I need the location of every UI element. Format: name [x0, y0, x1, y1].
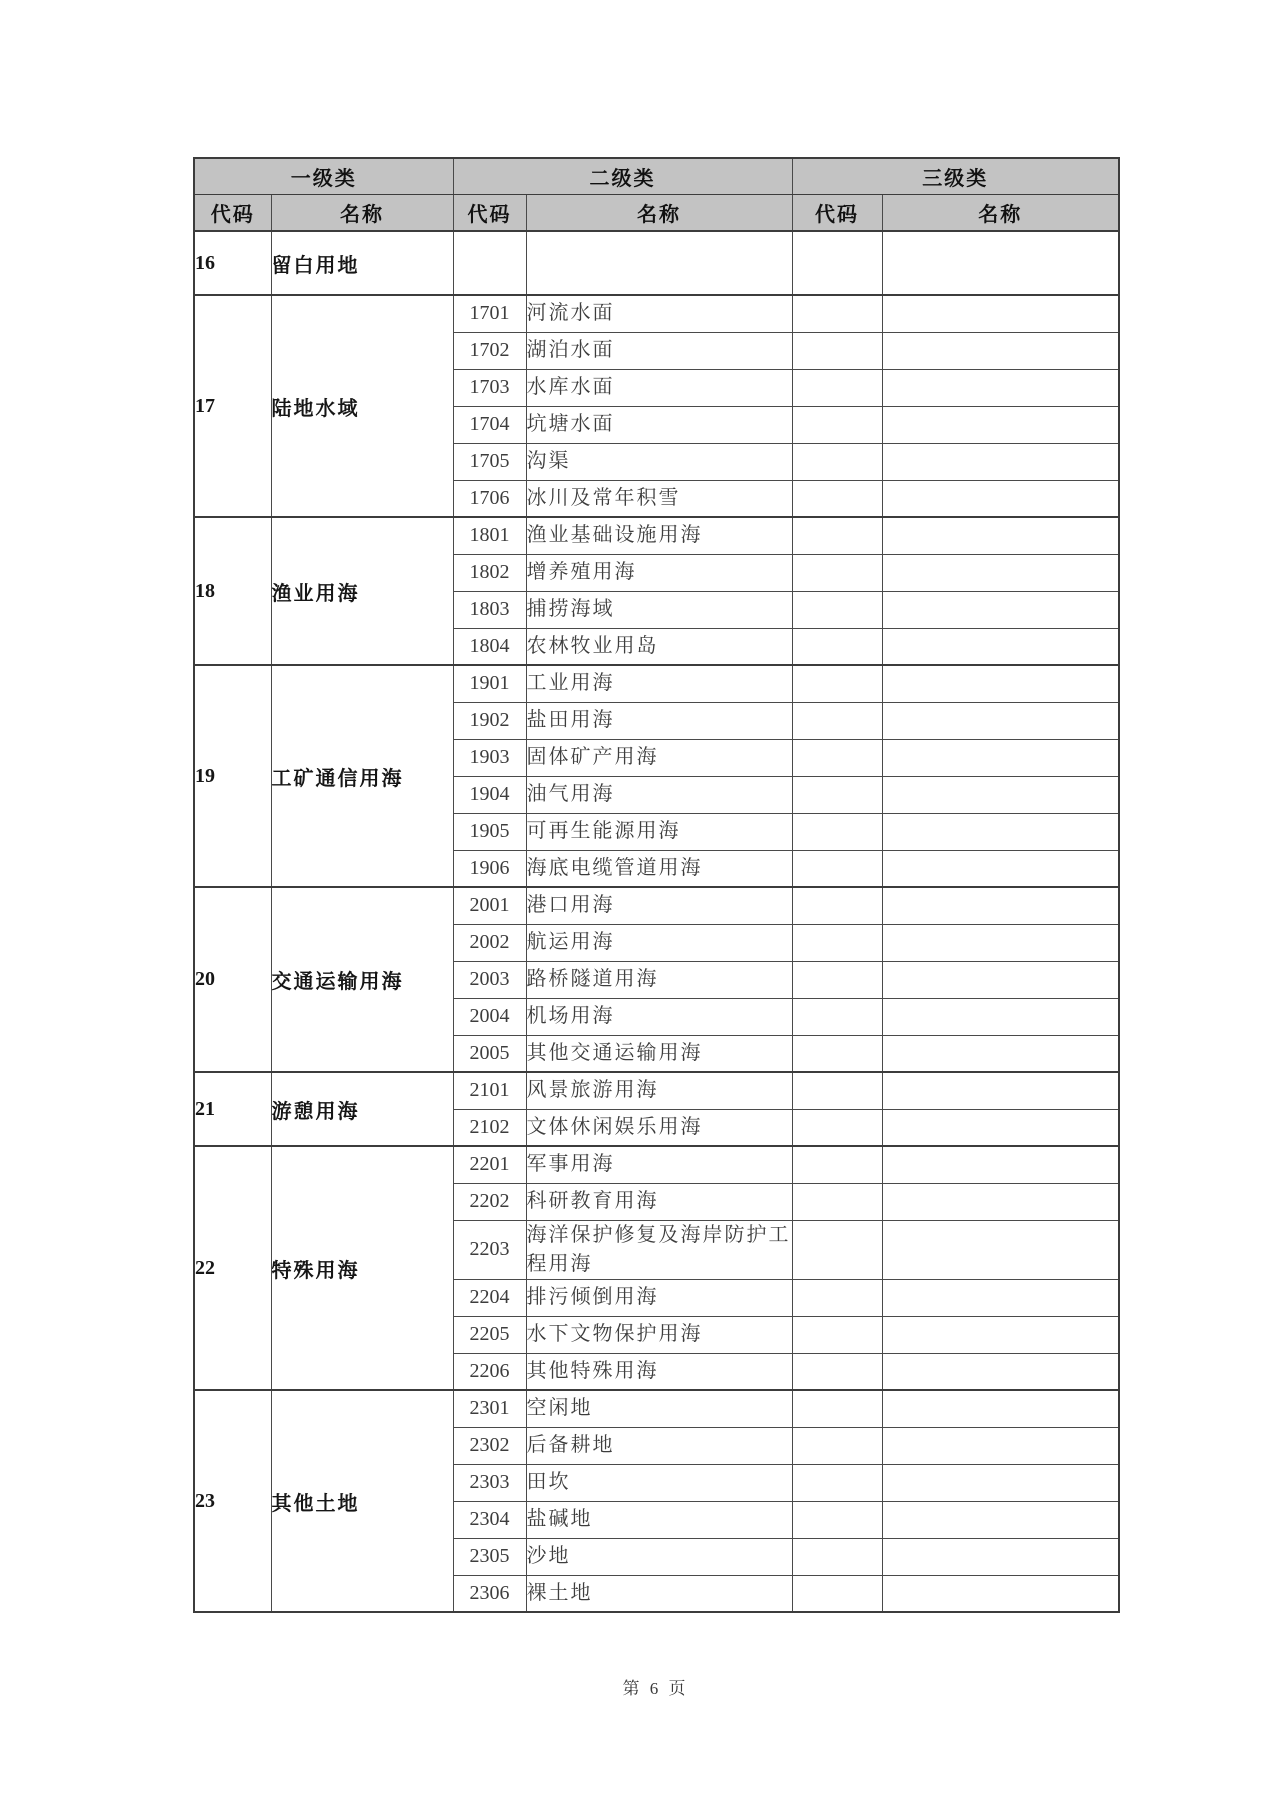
- level3-code-empty-cell: [792, 1072, 882, 1109]
- level2-empty-cell: [453, 231, 526, 295]
- level2-code-cell: 2304: [453, 1501, 526, 1538]
- level2-code-cell: 1802: [453, 554, 526, 591]
- level3-code-empty-cell: [792, 961, 882, 998]
- level3-code-empty-cell: [792, 1146, 882, 1183]
- level2-name-cell: 机场用海: [526, 998, 792, 1035]
- level2-code-cell: 2004: [453, 998, 526, 1035]
- level3-code-empty-cell: [792, 1109, 882, 1146]
- level3-name-empty-cell: [882, 1538, 1119, 1575]
- level3-name-empty-cell: [882, 887, 1119, 924]
- level3-name-empty-cell: [882, 1390, 1119, 1427]
- level3-name-empty-cell: [882, 776, 1119, 813]
- level3-code-empty-cell: [792, 1575, 882, 1612]
- level1-code-cell: 22: [194, 1146, 271, 1390]
- level2-name-cell: 湖泊水面: [526, 332, 792, 369]
- level3-name-empty-cell: [882, 924, 1119, 961]
- level3-name-empty-cell: [882, 628, 1119, 665]
- level2-name-cell: 田坎: [526, 1464, 792, 1501]
- level3-code-empty-cell: [792, 1390, 882, 1427]
- level2-name-cell: 河流水面: [526, 295, 792, 332]
- level2-code-cell: 1801: [453, 517, 526, 554]
- level3-code-empty-cell: [792, 628, 882, 665]
- table-row: [194, 1390, 1119, 1427]
- level3-code-empty-cell: [792, 1183, 882, 1220]
- level3-code-empty-cell: [792, 776, 882, 813]
- level3-name-empty-cell: [882, 813, 1119, 850]
- level3-name-empty-cell: [882, 1109, 1119, 1146]
- level2-code-cell: 2303: [453, 1464, 526, 1501]
- level3-name-empty-cell: [882, 1353, 1119, 1390]
- level2-name-cell: 裸土地: [526, 1575, 792, 1612]
- level2-code-cell: 1701: [453, 295, 526, 332]
- level2-code-cell: 2102: [453, 1109, 526, 1146]
- level2-name-cell: 风景旅游用海: [526, 1072, 792, 1109]
- level2-name-cell: 坑塘水面: [526, 406, 792, 443]
- level2-name-cell: 路桥隧道用海: [526, 961, 792, 998]
- level3-code-empty-cell: [792, 231, 882, 295]
- level2-code-cell: 1705: [453, 443, 526, 480]
- level2-code-cell: 2305: [453, 1538, 526, 1575]
- level3-name-empty-cell: [882, 850, 1119, 887]
- level3-name-empty-cell: [882, 332, 1119, 369]
- level3-code-empty-cell: [792, 850, 882, 887]
- header-level1-code: 代码: [194, 194, 271, 231]
- level3-code-empty-cell: [792, 1316, 882, 1353]
- level1-name-cell: 其他土地: [271, 1390, 453, 1612]
- level1-code-cell: 20: [194, 887, 271, 1072]
- level3-name-empty-cell: [882, 1146, 1119, 1183]
- table-row: [194, 295, 1119, 332]
- level3-code-empty-cell: [792, 1427, 882, 1464]
- level3-name-empty-cell: [882, 1279, 1119, 1316]
- level3-code-empty-cell: [792, 369, 882, 406]
- level3-code-empty-cell: [792, 406, 882, 443]
- header-level2-code: 代码: [453, 194, 526, 231]
- level3-name-empty-cell: [882, 1501, 1119, 1538]
- level1-name-cell: 陆地水域: [271, 295, 453, 517]
- level2-name-cell: 军事用海: [526, 1146, 792, 1183]
- level2-name-cell: 冰川及常年积雪: [526, 480, 792, 517]
- level3-code-empty-cell: [792, 739, 882, 776]
- level2-code-cell: 1703: [453, 369, 526, 406]
- level3-code-empty-cell: [792, 480, 882, 517]
- level2-name-cell: 文体休闲娱乐用海: [526, 1109, 792, 1146]
- header-level3-code: 代码: [792, 194, 882, 231]
- level2-name-cell: 可再生能源用海: [526, 813, 792, 850]
- header-level3-name: 名称: [882, 194, 1119, 231]
- level2-code-cell: 2206: [453, 1353, 526, 1390]
- level3-name-empty-cell: [882, 295, 1119, 332]
- level2-code-cell: 1803: [453, 591, 526, 628]
- level2-name-cell: 航运用海: [526, 924, 792, 961]
- level3-name-empty-cell: [882, 1220, 1119, 1279]
- level2-name-cell: 沙地: [526, 1538, 792, 1575]
- level3-code-empty-cell: [792, 1279, 882, 1316]
- table-row: [194, 1072, 1119, 1109]
- header-level3-group: 三级类: [792, 158, 1119, 194]
- table-row: [194, 887, 1119, 924]
- level2-code-cell: 2203: [453, 1220, 526, 1279]
- level2-name-cell: 港口用海: [526, 887, 792, 924]
- level3-code-empty-cell: [792, 1353, 882, 1390]
- level3-code-empty-cell: [792, 332, 882, 369]
- level3-code-empty-cell: [792, 1501, 882, 1538]
- level3-name-empty-cell: [882, 1183, 1119, 1220]
- level3-name-empty-cell: [882, 665, 1119, 702]
- level2-name-cell: 其他交通运输用海: [526, 1035, 792, 1072]
- level2-code-cell: 2101: [453, 1072, 526, 1109]
- level2-code-cell: 1702: [453, 332, 526, 369]
- level2-name-cell: 其他特殊用海: [526, 1353, 792, 1390]
- level3-name-empty-cell: [882, 702, 1119, 739]
- level3-code-empty-cell: [792, 813, 882, 850]
- level1-name-cell: 交通运输用海: [271, 887, 453, 1072]
- level3-code-empty-cell: [792, 554, 882, 591]
- level2-code-cell: 2306: [453, 1575, 526, 1612]
- level3-code-empty-cell: [792, 1464, 882, 1501]
- level2-code-cell: 2202: [453, 1183, 526, 1220]
- level2-code-cell: 1903: [453, 739, 526, 776]
- level3-name-empty-cell: [882, 369, 1119, 406]
- level2-code-cell: 2302: [453, 1427, 526, 1464]
- level2-code-cell: 2204: [453, 1279, 526, 1316]
- level2-name-cell: 农林牧业用岛: [526, 628, 792, 665]
- level1-name-cell: 渔业用海: [271, 517, 453, 665]
- level2-code-cell: 2301: [453, 1390, 526, 1427]
- level2-name-cell: 水下文物保护用海: [526, 1316, 792, 1353]
- level3-name-empty-cell: [882, 998, 1119, 1035]
- level1-code-cell: 23: [194, 1390, 271, 1612]
- level1-name-cell: 留白用地: [271, 231, 453, 295]
- level2-name-cell: 海洋保护修复及海岸防护工程用海: [526, 1220, 792, 1279]
- level3-name-empty-cell: [882, 1464, 1119, 1501]
- table-row: [194, 231, 1119, 295]
- level3-name-empty-cell: [882, 554, 1119, 591]
- level3-code-empty-cell: [792, 1220, 882, 1279]
- level2-code-cell: 1704: [453, 406, 526, 443]
- level2-empty-cell: [526, 231, 792, 295]
- level1-name-cell: 特殊用海: [271, 1146, 453, 1390]
- level2-code-cell: 1901: [453, 665, 526, 702]
- level2-name-cell: 工业用海: [526, 665, 792, 702]
- level2-code-cell: 2005: [453, 1035, 526, 1072]
- level3-name-empty-cell: [882, 1316, 1119, 1353]
- level3-name-empty-cell: [882, 1035, 1119, 1072]
- level1-code-cell: 16: [194, 231, 271, 295]
- level3-code-empty-cell: [792, 591, 882, 628]
- level3-code-empty-cell: [792, 887, 882, 924]
- header-level1-group: 一级类: [194, 158, 453, 194]
- level3-code-empty-cell: [792, 1538, 882, 1575]
- level2-name-cell: 科研教育用海: [526, 1183, 792, 1220]
- header-level2-group: 二级类: [453, 158, 792, 194]
- level3-name-empty-cell: [882, 443, 1119, 480]
- level3-name-empty-cell: [882, 517, 1119, 554]
- level2-name-cell: 水库水面: [526, 369, 792, 406]
- level3-code-empty-cell: [792, 702, 882, 739]
- level1-name-cell: 工矿通信用海: [271, 665, 453, 887]
- level2-code-cell: 2002: [453, 924, 526, 961]
- level2-name-cell: 渔业基础设施用海: [526, 517, 792, 554]
- level1-code-cell: 21: [194, 1072, 271, 1146]
- level1-code-cell: 18: [194, 517, 271, 665]
- level3-name-empty-cell: [882, 231, 1119, 295]
- level2-name-cell: 捕捞海域: [526, 591, 792, 628]
- level3-name-empty-cell: [882, 739, 1119, 776]
- header-group-row: [194, 158, 1119, 194]
- level2-code-cell: 2201: [453, 1146, 526, 1183]
- level3-name-empty-cell: [882, 1072, 1119, 1109]
- level3-name-empty-cell: [882, 591, 1119, 628]
- level2-name-cell: 空闲地: [526, 1390, 792, 1427]
- level3-name-empty-cell: [882, 406, 1119, 443]
- level2-code-cell: 1706: [453, 480, 526, 517]
- table-row: [194, 517, 1119, 554]
- level2-name-cell: 油气用海: [526, 776, 792, 813]
- level2-name-cell: 盐碱地: [526, 1501, 792, 1538]
- level1-name-cell: 游憩用海: [271, 1072, 453, 1146]
- level2-code-cell: 2001: [453, 887, 526, 924]
- level2-name-cell: 沟渠: [526, 443, 792, 480]
- level1-code-cell: 17: [194, 295, 271, 517]
- level3-code-empty-cell: [792, 924, 882, 961]
- table-row: [194, 1146, 1119, 1183]
- level2-name-cell: 后备耕地: [526, 1427, 792, 1464]
- level2-code-cell: 1902: [453, 702, 526, 739]
- level2-name-cell: 排污倾倒用海: [526, 1279, 792, 1316]
- level2-name-cell: 固体矿产用海: [526, 739, 792, 776]
- level3-name-empty-cell: [882, 961, 1119, 998]
- page-number: 第 6 页: [622, 1679, 689, 1698]
- table-row: [194, 665, 1119, 702]
- header-subrow: [194, 194, 1119, 231]
- classification-table: [193, 157, 1120, 1613]
- table-body: [194, 231, 1119, 1612]
- level2-code-cell: 1904: [453, 776, 526, 813]
- level2-code-cell: 1905: [453, 813, 526, 850]
- level3-name-empty-cell: [882, 480, 1119, 517]
- level3-name-empty-cell: [882, 1575, 1119, 1612]
- level3-code-empty-cell: [792, 1035, 882, 1072]
- header-level1-name: 名称: [271, 194, 453, 231]
- level3-code-empty-cell: [792, 517, 882, 554]
- level2-name-cell: 盐田用海: [526, 702, 792, 739]
- level2-name-cell: 海底电缆管道用海: [526, 850, 792, 887]
- level2-code-cell: 1906: [453, 850, 526, 887]
- level2-code-cell: 1804: [453, 628, 526, 665]
- level3-code-empty-cell: [792, 665, 882, 702]
- level3-code-empty-cell: [792, 443, 882, 480]
- level3-code-empty-cell: [792, 998, 882, 1035]
- level2-code-cell: 2003: [453, 961, 526, 998]
- level3-name-empty-cell: [882, 1427, 1119, 1464]
- level2-code-cell: 2205: [453, 1316, 526, 1353]
- level3-code-empty-cell: [792, 295, 882, 332]
- level1-code-cell: 19: [194, 665, 271, 887]
- level2-name-cell: 增养殖用海: [526, 554, 792, 591]
- header-level2-name: 名称: [526, 194, 792, 231]
